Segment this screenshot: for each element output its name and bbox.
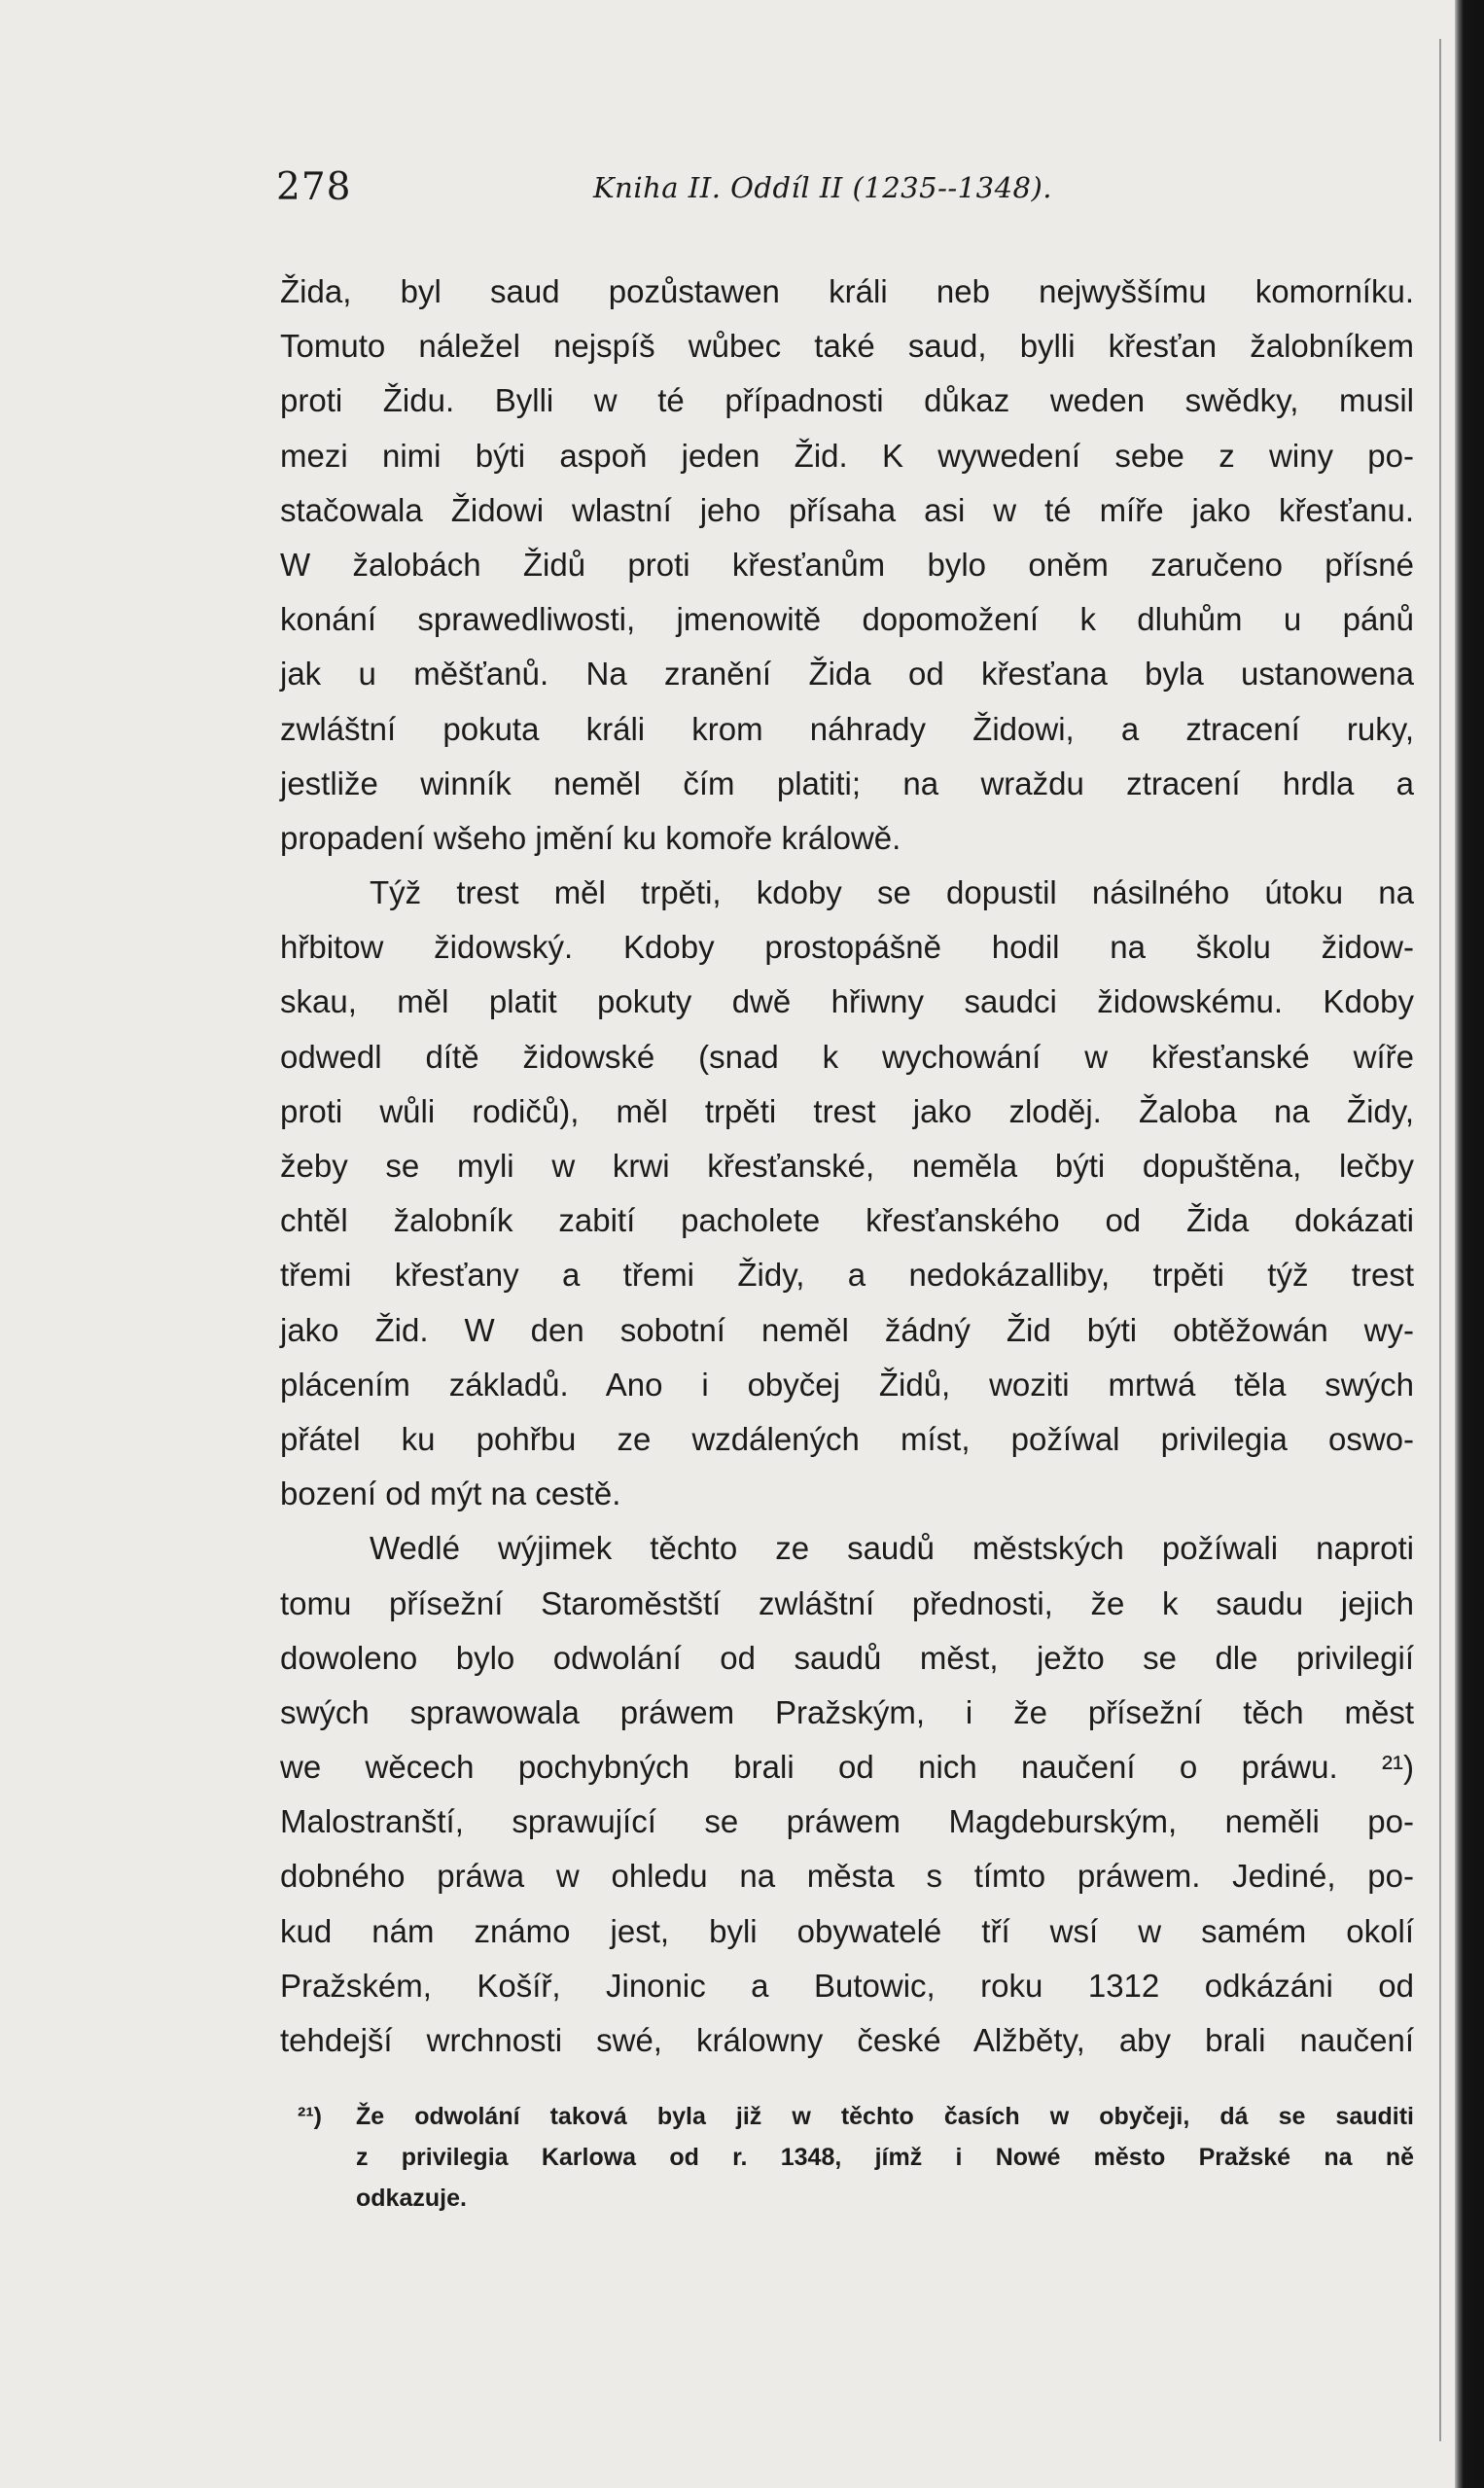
text-line: bození od mýt na cestě. xyxy=(280,1475,621,1512)
footnote-line: z privilegia Karlowa od r. 1348, jímž i Nowé město Pražské na ně xyxy=(356,2144,1414,2171)
text-line: konání sprawedliwosti, jmenowitě dopomožení k dluhům u pánů xyxy=(280,601,1414,638)
text-line: chtěl žalobník zabití pacholete křesťanského od Žida dokázati xyxy=(280,1202,1414,1239)
text-line: tomu přísežní Staroměstští zwláštní přednosti, že k saudu jejich xyxy=(280,1584,1414,1621)
page-edge-line xyxy=(1439,39,1441,2441)
page-number: 278 xyxy=(276,165,352,209)
text-line: Tomuto náležel nejspíš wůbec také saud, bylli křesťan žalobníkem xyxy=(280,328,1414,365)
running-head: Kniha II. Oddíl II (1235--1348). xyxy=(593,171,1052,204)
text-line: swých sprawowala práwem Pražským, i že přísežní těch měst xyxy=(280,1693,1414,1730)
text-line: kud nám známo jest, byli obywatelé tří wsí w samém okolí xyxy=(280,1912,1414,1949)
text-line: propadení wšeho jmění ku komoře králowě. xyxy=(280,819,901,856)
footnote-mark: ²¹) xyxy=(298,2103,322,2130)
text-line: skau, měl platit pokuty dwě hřiwny saudci židowskému. Kdoby xyxy=(280,983,1414,1020)
footnote-line: odkazuje. xyxy=(356,2185,467,2212)
text-line: hřbitow židowský. Kdoby prostopášně hodil na školu židow- xyxy=(280,929,1414,966)
text-line: plácením základů. Ano i obyčej Židů, woziti mrtwá těla swých xyxy=(280,1366,1414,1403)
text-line: tehdejší wrchnosti swé, králowny české Alžběty, aby brali naučení xyxy=(280,2022,1414,2058)
text-line: mezi nimi býti aspoň jeden Žid. K wywedení sebe z winy po- xyxy=(280,437,1414,474)
body-text xyxy=(280,265,1414,2068)
text-line: W žalobách Židů proti křesťanům bylo oněm zaručeno přísné xyxy=(280,546,1414,583)
text-line: jak u měšťanů. Na zranění Žida od křesťana byla ustanowena xyxy=(280,656,1414,693)
text-line: Pražském, Košíř, Jinonic a Butowic, roku 1312 odkázáni od xyxy=(280,1967,1414,2004)
text-line: jestliže winník neměl čím platiti; na wraždu ztracení hrdla a xyxy=(280,764,1414,801)
footnote xyxy=(298,2096,1414,2219)
text-line: dowoleno bylo odwolání od saudů měst, ježto se dle privilegií xyxy=(280,1639,1414,1676)
page-header xyxy=(276,165,1109,224)
paragraph-start-line: Týž trest měl trpěti, kdoby se dopustil násilného útoku na xyxy=(370,874,1414,911)
footnote-line xyxy=(298,2096,1414,2137)
text-line: dobného práwa w ohledu na města s tímto práwem. Jediné, po- xyxy=(280,1858,1414,1895)
paragraph-start-line: Wedlé wýjimek těchto ze saudů městských požíwali naproti xyxy=(370,1530,1414,1567)
text-line: stačowala Židowi wlastní jeho přísaha asi w té míře jako křesťanu. xyxy=(280,491,1414,528)
text-line: jako Žid. W den sobotní neměl žádný Žid býti obtěžowán wy- xyxy=(280,1311,1414,1348)
scan-border xyxy=(1455,0,1484,2488)
text-line: odwedl dítě židowské (snad k wychowání w křesťanské wíře xyxy=(280,1038,1414,1075)
text-line: Malostranští, sprawující se práwem Magdeburským, neměli po- xyxy=(280,1803,1414,1840)
text-line: zwláštní pokuta králi krom náhrady Židowi, a ztracení ruky, xyxy=(280,710,1414,747)
text-line: we wěcech pochybných brali od nich naučení o práwu. ²¹) xyxy=(280,1749,1414,1786)
text-line: třemi křesťany a třemi Židy, a nedokázalliby, trpěti týž trest xyxy=(280,1257,1414,1294)
text-line: proti wůli rodičů), měl trpěti trest jako zloděj. Žaloba na Židy, xyxy=(280,1092,1414,1129)
text-line: Žida, byl saud pozůstawen králi neb nejwyššímu komorníku. xyxy=(280,273,1414,309)
text-line: proti Židu. Bylli w té případnosti důkaz weden swědky, musil xyxy=(280,382,1414,419)
text-line: žeby se myli w krwi křesťanské, neměla býti dopuštěna, lečby xyxy=(280,1148,1414,1184)
footnote-text: Že odwolání taková byla již w těchto časích w obyčeji, dá se sauditi xyxy=(356,2103,1414,2130)
text-line: přátel ku pohřbu ze wzdálených míst, požíwal privilegia oswo- xyxy=(280,1420,1414,1457)
